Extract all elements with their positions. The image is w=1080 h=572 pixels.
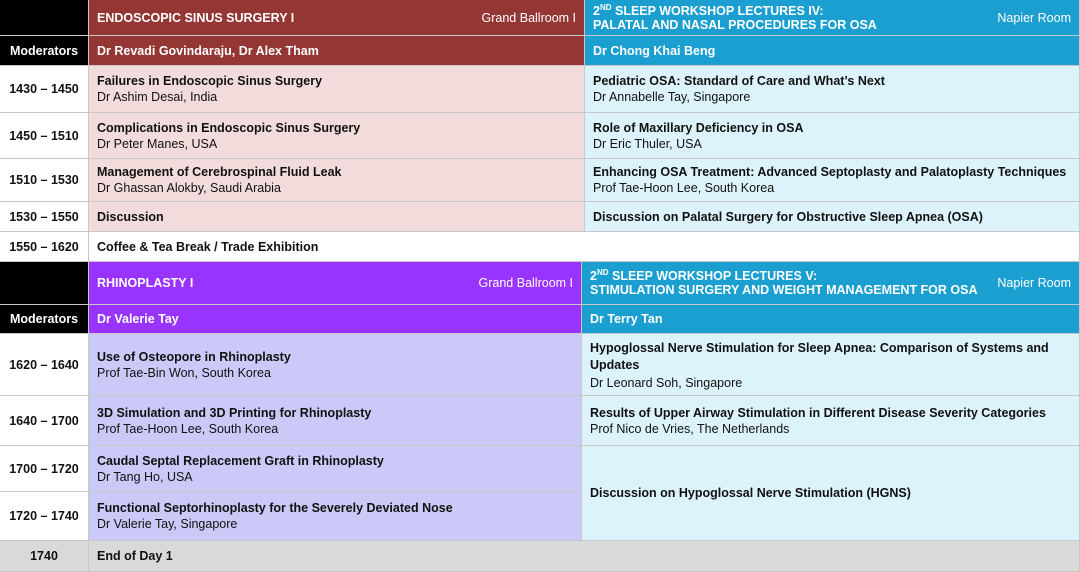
end-label: End of Day 1: [89, 541, 1080, 572]
talk-cell: [89, 66, 585, 113]
talk-cell: [582, 334, 1080, 396]
session2-moderators-row: [0, 305, 1080, 334]
talk-cell: [585, 202, 1080, 232]
time-cell: 1430 – 1450: [0, 66, 89, 113]
talk-cell: [89, 159, 585, 202]
session2-header-row: [0, 262, 1080, 305]
session2-right-title-line1: SLEEP WORKSHOP LECTURES V:: [612, 269, 818, 283]
talk-speaker: Dr Tang Ho, USA: [97, 469, 193, 484]
talk-cell: [89, 334, 582, 396]
talk-cell: [89, 113, 585, 159]
session1-left-header: [89, 0, 585, 36]
session1-right-title-line1: SLEEP WORKSHOP LECTURES IV:: [615, 3, 824, 18]
talk-title: Complications in Endoscopic Sinus Surgery: [97, 120, 361, 135]
talk-speaker: Prof Nico de Vries, The Netherlands: [590, 421, 790, 436]
talk-title: Discussion on Palatal Surgery for Obstructive Sleep Apnea (OSA): [593, 209, 983, 224]
talk-cell: [89, 492, 582, 541]
session2-right-title-line2: STIMULATION SURGERY AND WEIGHT MANAGEMENT FOR OSA: [590, 283, 978, 297]
session1-moderators-row: [0, 36, 1080, 66]
talk-speaker: Dr Valerie Tay, Singapore: [97, 517, 238, 531]
time-cell: 1740: [0, 541, 89, 572]
talk-title: Use of Osteopore in Rhinoplasty: [97, 349, 291, 364]
session1-right-title-sup: ND: [599, 2, 612, 12]
table-row: [0, 334, 1080, 396]
talk-cell: [582, 396, 1080, 446]
talk-speaker: Dr Peter Manes, USA: [97, 136, 218, 151]
merged-discussion-cell: Discussion on Hypoglossal Nerve Stimulation (HGNS): [582, 446, 1080, 541]
session2-right-moderators: Dr Terry Tan: [582, 305, 1080, 334]
time-cell: 1450 – 1510: [0, 113, 89, 159]
session2-right-header: [582, 262, 1080, 305]
time-cell: 1720 – 1740: [0, 492, 89, 541]
talk-speaker: Dr Leonard Soh, Singapore: [590, 375, 743, 390]
session2-left-header: [89, 262, 582, 305]
talk-title: Discussion: [97, 209, 164, 224]
talk-speaker: Dr Ghassan Alokby, Saudi Arabia: [97, 181, 281, 195]
session2-left-moderators: Dr Valerie Tay: [89, 305, 582, 334]
moderators-label: Moderators: [0, 305, 89, 334]
talk-cell: [89, 446, 582, 492]
time-cell: 1700 – 1720: [0, 446, 89, 492]
talk-title: Hypoglossal Nerve Stimulation for Sleep Apnea: Comparison of Systems and Updates: [590, 340, 1049, 372]
session1-right-title-line2: PALATAL AND NASAL PROCEDURES FOR OSA: [593, 17, 877, 32]
talk-title: 3D Simulation and 3D Printing for Rhinoplasty: [97, 405, 372, 420]
time-cell: 1620 – 1640: [0, 334, 89, 396]
session2-right-room: Napier Room: [997, 276, 1071, 290]
session2-right-title-num: 2: [590, 269, 597, 283]
talk-speaker: Dr Eric Thuler, USA: [593, 136, 702, 151]
session2-left-room: Grand Ballroom I: [478, 276, 573, 290]
end-row: [0, 541, 1080, 572]
table-row: [0, 159, 1080, 202]
talk-speaker: Prof Tae-Bin Won, South Korea: [97, 365, 271, 380]
talk-speaker: Prof Tae-Hoon Lee, South Korea: [97, 421, 279, 436]
header-blank-cell: [0, 262, 89, 305]
table-row: [0, 66, 1080, 113]
talk-speaker: Dr Annabelle Tay, Singapore: [593, 90, 751, 104]
talk-title: Role of Maxillary Deficiency in OSA: [593, 120, 804, 135]
talk-cell: [585, 159, 1080, 202]
session2-right-title-sup: ND: [596, 267, 609, 277]
talk-speaker: Dr Ashim Desai, India: [97, 90, 218, 104]
talk-cell: [89, 202, 585, 232]
table-row: [0, 113, 1080, 159]
time-cell: 1530 – 1550: [0, 202, 89, 232]
talk-title: Failures in Endoscopic Sinus Surgery: [97, 74, 323, 88]
time-cell: 1510 – 1530: [0, 159, 89, 202]
session2-left-title: RHINOPLASTY I: [97, 276, 194, 290]
talk-cell: [585, 66, 1080, 113]
table-row: [0, 396, 1080, 446]
talk-title: Enhancing OSA Treatment: Advanced Septoplasty and Palatoplasty Techniques: [593, 165, 1067, 179]
break-row: [0, 232, 1080, 262]
talk-title: Pediatric OSA: Standard of Care and What’s Next: [593, 74, 885, 88]
session1-right-header: [585, 0, 1080, 36]
moderators-label: Moderators: [0, 36, 89, 66]
session1-right-moderators: Dr Chong Khai Beng: [585, 36, 1080, 66]
talk-cell: [89, 396, 582, 446]
time-cell: 1550 – 1620: [0, 232, 89, 262]
talk-title: Caudal Septal Replacement Graft in Rhinoplasty: [97, 453, 384, 468]
session1-left-room: Grand Ballroom I: [481, 10, 576, 25]
table-row: [0, 202, 1080, 232]
session1-header-row: [0, 0, 1080, 36]
talk-speaker: Prof Tae-Hoon Lee, South Korea: [593, 181, 775, 195]
session1-left-title: ENDOSCOPIC SINUS SURGERY I: [97, 10, 295, 25]
session1-right-room: Napier Room: [997, 10, 1071, 25]
talk-title: Management of Cerebrospinal Fluid Leak: [97, 165, 342, 179]
header-blank-cell: [0, 0, 89, 36]
time-cell: 1640 – 1700: [0, 396, 89, 446]
session1-left-moderators: Dr Revadi Govindaraju, Dr Alex Tham: [89, 36, 585, 66]
talk-cell: [585, 113, 1080, 159]
break-label: Coffee & Tea Break / Trade Exhibition: [89, 232, 1080, 262]
session1-right-title-num: 2: [593, 3, 600, 18]
talk-title: Functional Septorhinoplasty for the Severely Deviated Nose: [97, 501, 453, 515]
talk-title: Results of Upper Airway Stimulation in Different Disease Severity Categories: [590, 405, 1046, 420]
